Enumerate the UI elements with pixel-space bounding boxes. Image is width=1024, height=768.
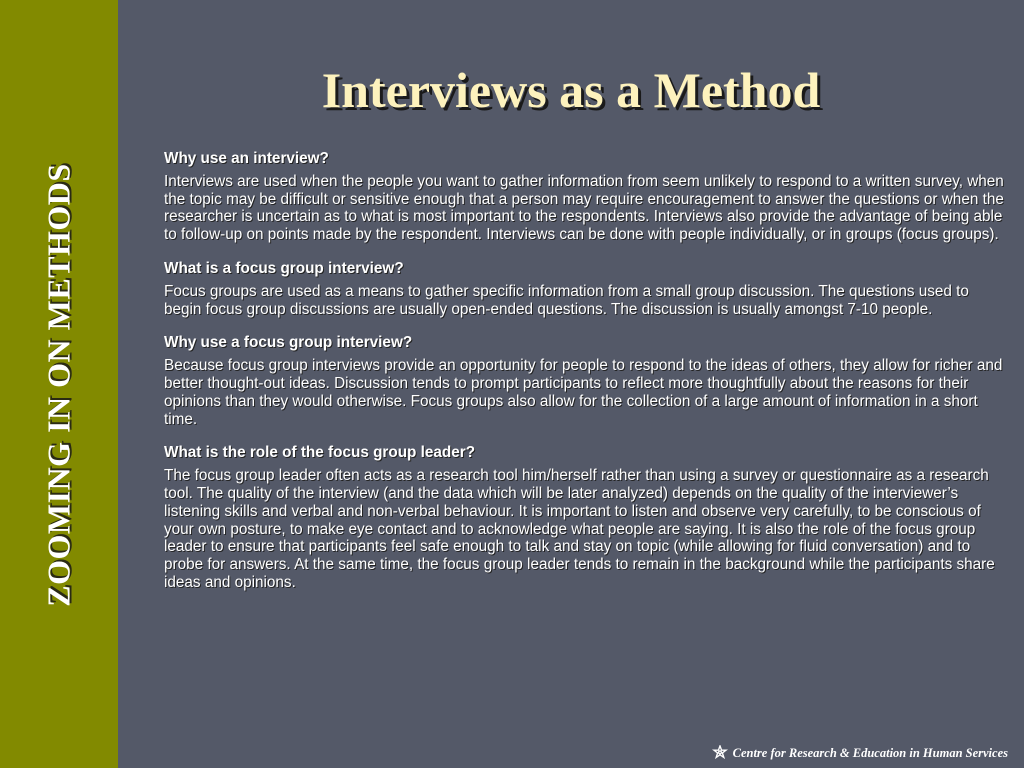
footer bbox=[712, 745, 1008, 761]
section-heading: What is the role of the focus group leader? bbox=[164, 444, 476, 462]
slide-body bbox=[164, 150, 1008, 608]
section-text: Interviews are used when the people you want to gather information from seem unlikely to respond to a written survey, when the topic may be difficult or sensitive enough that a person may require encouragement to answer the questions or when the researcher is uncertain as to what is most important to the respondents. Interviews also provide the advantage of being able to follow-up on points made by the respondent. Interviews can be done with people individually, or in groups (focus groups). bbox=[164, 172, 1004, 244]
sidebar bbox=[0, 0, 118, 768]
section-text: Focus groups are used as a means to gather specific information from a small group discussion. The questions used to begin focus group discussions are usually open-ended questions. The discussion is usually amongst 7-10 people. bbox=[164, 282, 969, 318]
section-heading: What is a focus group interview? bbox=[164, 259, 404, 277]
section-why-interview bbox=[164, 150, 1008, 244]
section-focus-group-leader bbox=[164, 444, 1008, 591]
sidebar-title: ZOOMING IN ON METHODS bbox=[40, 163, 77, 607]
section-text: The focus group leader often acts as a research tool him/herself rather than using a survey or questionnaire as a research tool. The quality of the interview (and the data which will be later analyzed) depends on the quality of the interviewer’s listening skills and verbal and non-verbal behaviour. It is important to listen and observe very carefully, to be conscious of your own posture, to make eye contact and to acknowledge what people are saying. It is also the role of the focus group leader to ensure that participants feel safe enough to talk and stay on topic (while allowing for fluid conversation) and to probe for answers. At the same time, the focus group leader tends to remain in the background while the participants share ideas and opinions. bbox=[164, 467, 995, 591]
footer-text: Centre for Research & Education in Human Services bbox=[732, 745, 1008, 760]
section-heading: Why use a focus group interview? bbox=[164, 334, 413, 352]
section-heading: Why use an interview? bbox=[164, 150, 329, 167]
slide-title: Interviews as a Method bbox=[321, 62, 821, 118]
section-why-focus-group bbox=[164, 334, 1008, 428]
section-what-focus-group bbox=[164, 260, 1008, 318]
section-text: Because focus group interviews provide an opportunity for people to respond to the ideas of others, they allow for richer and better thought-out ideas. Discussion tends to prompt participants to reflect more thoughtfully about the reasons for their opinions than they would otherwise. Focus groups also allow for the collection of a large amount of information in a short time. bbox=[164, 357, 1003, 428]
org-logo-icon bbox=[712, 745, 728, 761]
